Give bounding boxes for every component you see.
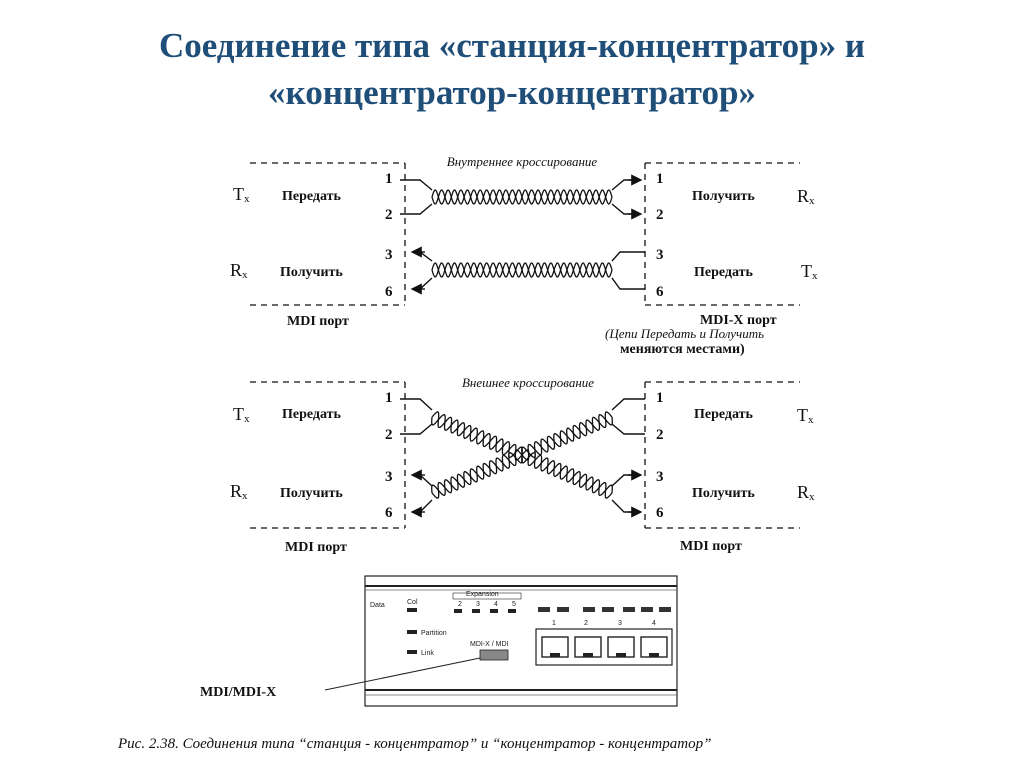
- port-num-2: 2: [584, 620, 588, 627]
- top-right-recv: Получить: [692, 189, 755, 204]
- top-right-pin-6: 6: [656, 284, 664, 300]
- bottom-diagram: [230, 375, 815, 555]
- exp-num-5: 5: [512, 601, 516, 608]
- top-right-port: MDI-X порт: [700, 313, 777, 328]
- top-right-note-2: меняются местами): [620, 342, 745, 357]
- hub-mdix-label: MDI-X / MDI: [470, 641, 509, 648]
- top-right-pin-2: 2: [656, 207, 664, 223]
- bottom-right-recv: Получить: [692, 486, 755, 501]
- bottom-right-pin-3: 3: [656, 469, 664, 485]
- top-left-pin-3: 3: [385, 247, 393, 263]
- top-twisted-pair-1-2: [432, 190, 612, 204]
- pointer-label: MDI/MDI-X: [200, 685, 277, 700]
- rj45-port-tab: [583, 653, 593, 657]
- mdi-mdix-switch: [480, 650, 508, 660]
- bottom-twisted-pair-b: [432, 412, 613, 498]
- link-led: [407, 650, 417, 654]
- top-right-send: Передать: [694, 265, 753, 280]
- bottom-right-stubs: [612, 399, 645, 512]
- top-left-send: Передать: [282, 189, 341, 204]
- figure-caption: Рис. 2.38. Соединения типа “станция - концентратор” и “концентратор - концентратор”: [118, 736, 712, 752]
- bottom-left-rx: Rx: [230, 481, 248, 502]
- bottom-left-pin-6: 6: [385, 505, 393, 521]
- hub-expansion-label: Expansion: [466, 591, 499, 598]
- hub-link-label: Link: [421, 650, 434, 657]
- title-line-2: «концентратор-концентратор»: [268, 73, 756, 112]
- bottom-right-pin-2: 2: [656, 427, 664, 443]
- bottom-left-pin-1: 1: [385, 390, 393, 406]
- bottom-left-pin-2: 2: [385, 427, 393, 443]
- port-num-1: 1: [552, 620, 556, 627]
- top-left-port: MDI порт: [287, 314, 349, 329]
- port-num-4: 4: [652, 620, 656, 627]
- bottom-left-pin-3: 3: [385, 469, 393, 485]
- rj45-port-tab: [616, 653, 626, 657]
- top-left-pin-2: 2: [385, 207, 393, 223]
- top-crossover-label: Внутреннее кроссирование: [446, 154, 598, 169]
- top-right-rx: Rx: [797, 186, 815, 207]
- bottom-right-send: Передать: [694, 407, 753, 422]
- top-left-recv: Получить: [280, 265, 343, 280]
- hub-col-led: [407, 608, 417, 612]
- exp-num-4: 4: [494, 601, 498, 608]
- port-status-leds: [538, 607, 671, 612]
- partition-led: [407, 630, 417, 634]
- bottom-right-pin-6: 6: [656, 505, 664, 521]
- top-twisted-pair-3-6: [432, 263, 612, 277]
- top-diagram: [230, 154, 818, 357]
- top-left-pin-1: 1: [385, 171, 393, 187]
- hub-col-label: Col: [407, 599, 418, 606]
- hub-front-panel: [200, 576, 677, 706]
- top-right-pin-1: 1: [656, 171, 664, 187]
- top-left-pin-6: 6: [385, 284, 393, 300]
- top-right-note-1: (Цепи Передать и Получить: [605, 326, 765, 341]
- top-right-tx: Tx: [801, 261, 818, 282]
- top-left-rx: Rx: [230, 260, 248, 281]
- exp-num-3: 3: [476, 601, 480, 608]
- exp-num-2: 2: [458, 601, 462, 608]
- title-line-1: Соединение типа «станция-концентратор» и: [158, 26, 866, 65]
- rj45-port-tab: [550, 653, 560, 657]
- bottom-right-port: MDI порт: [680, 539, 742, 554]
- hub-data-label: Data: [370, 602, 385, 609]
- bottom-right-pin-1: 1: [656, 390, 664, 406]
- port-num-3: 3: [618, 620, 622, 627]
- rj45-port-tab: [649, 653, 659, 657]
- bottom-left-recv: Получить: [280, 486, 343, 501]
- bottom-left-port: MDI порт: [285, 540, 347, 555]
- bottom-left-tx: Tx: [233, 404, 250, 425]
- bottom-left-send: Передать: [282, 407, 341, 422]
- bottom-right-tx: Tx: [797, 405, 814, 426]
- hub-partition-label: Partition: [421, 630, 447, 637]
- top-right-pin-3: 3: [656, 247, 664, 263]
- bottom-crossover-label: Внешнее кроссирование: [461, 375, 595, 390]
- bottom-right-rx: Rx: [797, 482, 815, 503]
- top-left-tx: Tx: [233, 184, 250, 205]
- top-right-stubs: [612, 180, 645, 289]
